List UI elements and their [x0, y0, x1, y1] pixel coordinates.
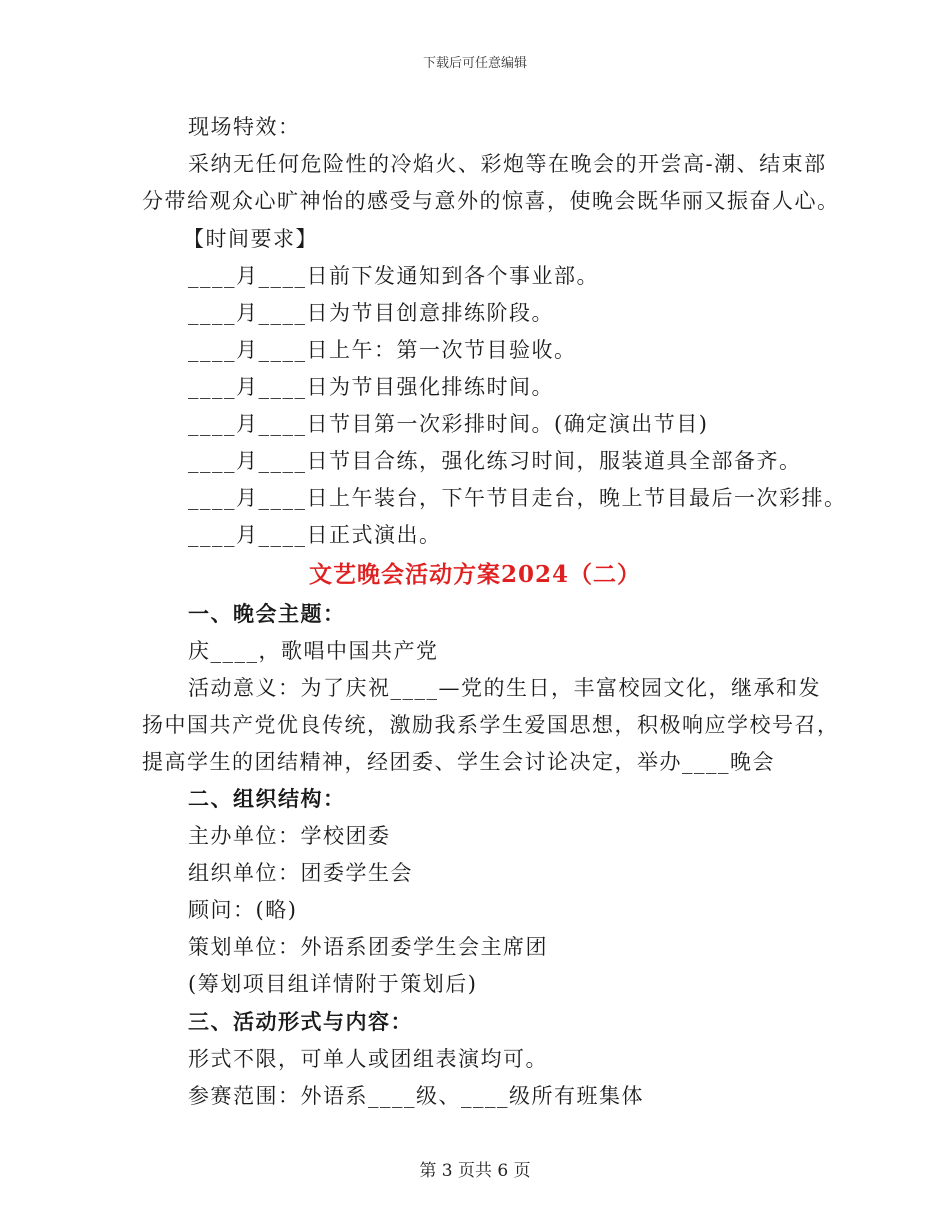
schedule-item: ____月____日正式演出。 [188, 523, 442, 547]
heading-activity-form: 三、活动形式与内容： [188, 1009, 413, 1034]
org-item: 策划单位：外语系团委学生会主席团 [188, 935, 548, 959]
time-requirements-heading: 【时间要求】 [183, 227, 318, 251]
schedule-item: ____月____日为节目强化排练时间。 [188, 375, 554, 399]
effects-paragraph-line-1: 采纳无任何危险性的冷焰火、彩炮等在晚会的开尝高-潮、结束部 [188, 152, 827, 176]
effects-paragraph-line-2: 分带给观众心旷神怡的感受与意外的惊喜，使晚会既华丽又振奋人心。 [142, 189, 840, 213]
schedule-item: ____月____日上午装台，下午节目走台，晚上节目最后一次彩排。 [188, 486, 847, 510]
meaning-line-2: 扬中国共产党优良传统，激励我系学生爱国思想，积极响应学校号召， [142, 713, 840, 737]
scope-text: 参赛范围：外语系____级、____级所有班集体 [188, 1084, 644, 1108]
org-item: 组织单位：团委学生会 [188, 861, 413, 885]
schedule-item: ____月____日节目第一次彩排时间。(确定演出节目) [188, 412, 709, 436]
meaning-line-1: 活动意义：为了庆祝____—党的生日，丰富校园文化，继承和发 [188, 676, 821, 700]
schedule-item: ____月____日上午：第一次节目验收。 [188, 338, 577, 362]
heading-theme: 一、晚会主题： [188, 601, 346, 626]
org-item: (筹划项目组详情附于策划后) [188, 972, 478, 996]
org-item: 主办单位：学校团委 [188, 824, 391, 848]
heading-organization: 二、组织结构： [188, 786, 346, 811]
schedule-item: ____月____日为节目创意排练阶段。 [188, 301, 554, 325]
schedule-item: ____月____日节目合练，强化练习时间，服装道具全部备齐。 [188, 449, 802, 473]
page-header: 下载后可任意编辑 [422, 56, 527, 71]
schedule-item: ____月____日前下发通知到各个事业部。 [188, 264, 599, 288]
theme-text: 庆____，歌唱中国共产党 [188, 639, 439, 663]
section-title: 文艺晚会活动方案2024（二） [308, 561, 641, 588]
meaning-line-3: 提高学生的团结精神，经团委、学生会讨论决定，举办____晚会 [142, 750, 775, 774]
org-item: 顾问：(略) [188, 898, 298, 922]
effects-label: 现场特效： [188, 115, 301, 139]
page-footer: 第 3 页共 6 页 [419, 1161, 531, 1181]
form-text: 形式不限，可单人或团组表演均可。 [188, 1047, 548, 1071]
